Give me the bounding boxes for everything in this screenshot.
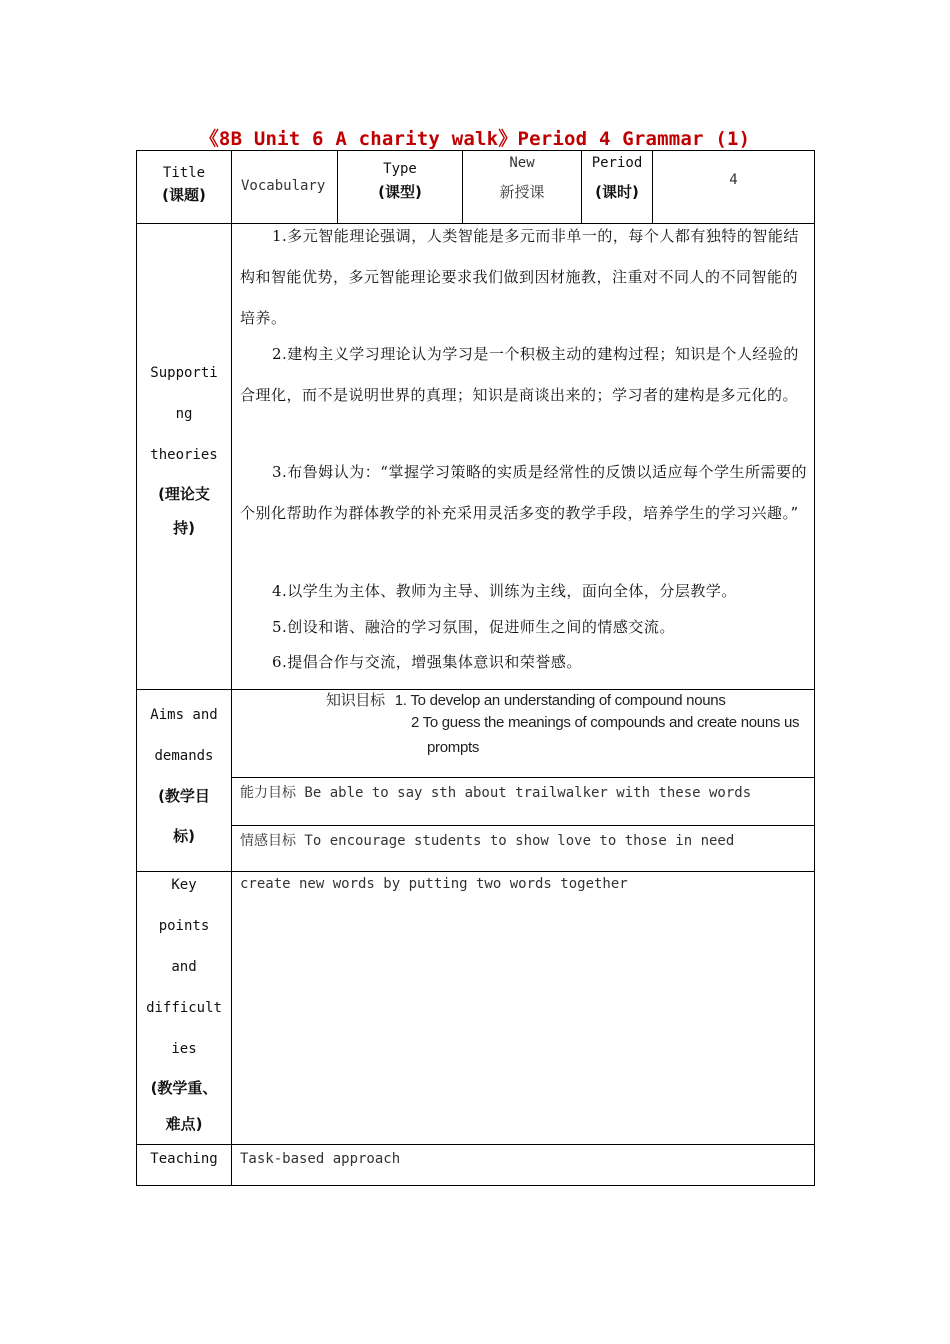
key-points-value: create new words by putting two words together	[240, 876, 628, 892]
knowledge-aims-image	[231, 689, 814, 777]
theory-paragraph-4: 4.以学生为主体、教师为主导、训练为主线，面向全体，分层教学。	[272, 582, 737, 600]
supporting-theories-label: Supporti ng theories (理论支 持)	[150, 365, 218, 537]
type-value: New 新授课	[499, 155, 545, 201]
theory-paragraph-1: 1.多元智能理论强调，人类智能是多元而非单一的，每个人都有独特的智能结构和智能优势，多元智能理论要求我们做到因材施教，注重对不同人的不同智能的培养。	[240, 227, 799, 327]
teaching-label: Teaching	[150, 1151, 218, 1167]
knowledge-aims-line-1	[326, 689, 726, 710]
document-title: 《8B Unit 6 A charity walk》Period 4 Grammar (1)	[199, 128, 751, 150]
teaching-value: Task-based approach	[240, 1151, 401, 1167]
period-label: Period (课时)	[591, 155, 643, 201]
knowledge-aim-3: prompts	[427, 739, 480, 756]
emotion-aim: 情感目标 To encourage students to show love to those in need	[240, 833, 735, 849]
knowledge-aim-2: 2 To guess the meanings of compounds and create nouns us	[411, 714, 800, 731]
title-value: Vocabulary	[241, 178, 326, 194]
knowledge-aims-prefix: 知识目标	[326, 691, 385, 709]
theory-paragraph-3: 3.布鲁姆认为：“掌握学习策略的实质是经常性的反馈以适应每个学生所需要的个别化帮助作为群体教学的补充采用灵活多变的教学手段，培养学生的学习兴趣。”	[240, 463, 807, 522]
type-label: Type (课型)	[378, 161, 422, 201]
ability-aim: 能力目标 Be able to say sth about trailwalker with these words	[240, 785, 752, 801]
theory-paragraph-5: 5.创设和谐、融洽的学习氛围，促进师生之间的情感交流。	[272, 618, 675, 636]
aims-label: Aims and demands (教学目 标)	[150, 707, 218, 845]
theory-paragraph-2: 2.建构主义学习理论认为学习是一个积极主动的建构过程；知识是个人经验的合理化，而不是说明世界的真理；知识是商谈出来的；学习者的建构是多元化的。	[240, 345, 799, 404]
title-label: Title (课题)	[162, 165, 206, 204]
period-value: 4	[729, 172, 738, 188]
knowledge-aim-1: 1. To develop an understanding of compound nouns	[394, 692, 726, 709]
theory-paragraph-6: 6.提倡合作与交流，增强集体意识和荣誉感。	[272, 653, 582, 671]
key-points-label: Key points and difficult ies (教学重、 难点)	[146, 877, 222, 1133]
